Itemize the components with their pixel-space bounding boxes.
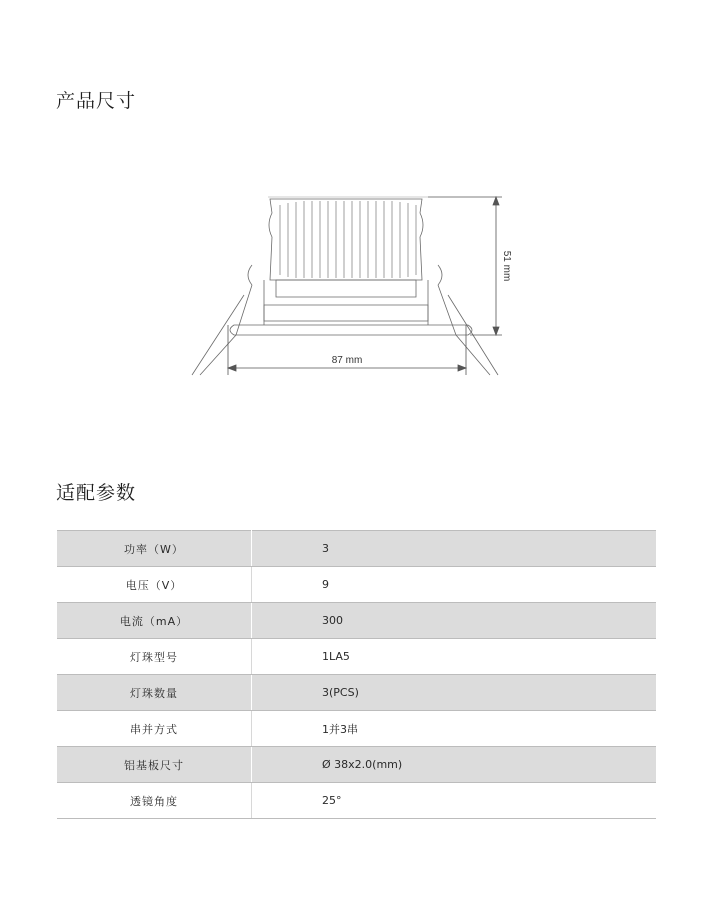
spec-value: 1LA5: [252, 639, 657, 675]
height-label: 51 mm: [501, 250, 512, 282]
product-dimension-drawing: [180, 185, 520, 385]
spec-label: 透镜角度: [57, 783, 252, 819]
specs-title: 适配参数: [56, 482, 137, 504]
spec-value: 3: [252, 531, 657, 567]
spec-row-lens-angle: [57, 783, 656, 819]
spec-row-led-model: [57, 639, 656, 675]
spec-label: 电压（V）: [57, 567, 252, 603]
spec-row-pcb-size: [57, 747, 656, 783]
spec-row-current: [57, 603, 656, 639]
spec-value: 9: [252, 567, 657, 603]
width-label: 87 mm: [331, 355, 363, 366]
spec-value: 25°: [252, 783, 657, 819]
spec-value: 300: [252, 603, 657, 639]
spec-row-power: [57, 531, 656, 567]
spec-row-led-count: [57, 675, 656, 711]
spec-value: 3(PCS): [252, 675, 657, 711]
spec-value: Ø 38x2.0(mm): [252, 747, 657, 783]
spec-label: 灯珠型号: [57, 639, 252, 675]
spec-row-voltage: [57, 567, 656, 603]
spec-row-wiring: [57, 711, 656, 747]
spec-label: 功率（W）: [57, 531, 252, 567]
spec-label: 电流（mA）: [57, 603, 252, 639]
spec-label: 铝基板尺寸: [57, 747, 252, 783]
spec-value: 1并3串: [252, 711, 657, 747]
spec-table: [57, 530, 656, 819]
spec-label: 灯珠数量: [57, 675, 252, 711]
spec-label: 串并方式: [57, 711, 252, 747]
dimensions-title: 产品尺寸: [56, 90, 137, 112]
